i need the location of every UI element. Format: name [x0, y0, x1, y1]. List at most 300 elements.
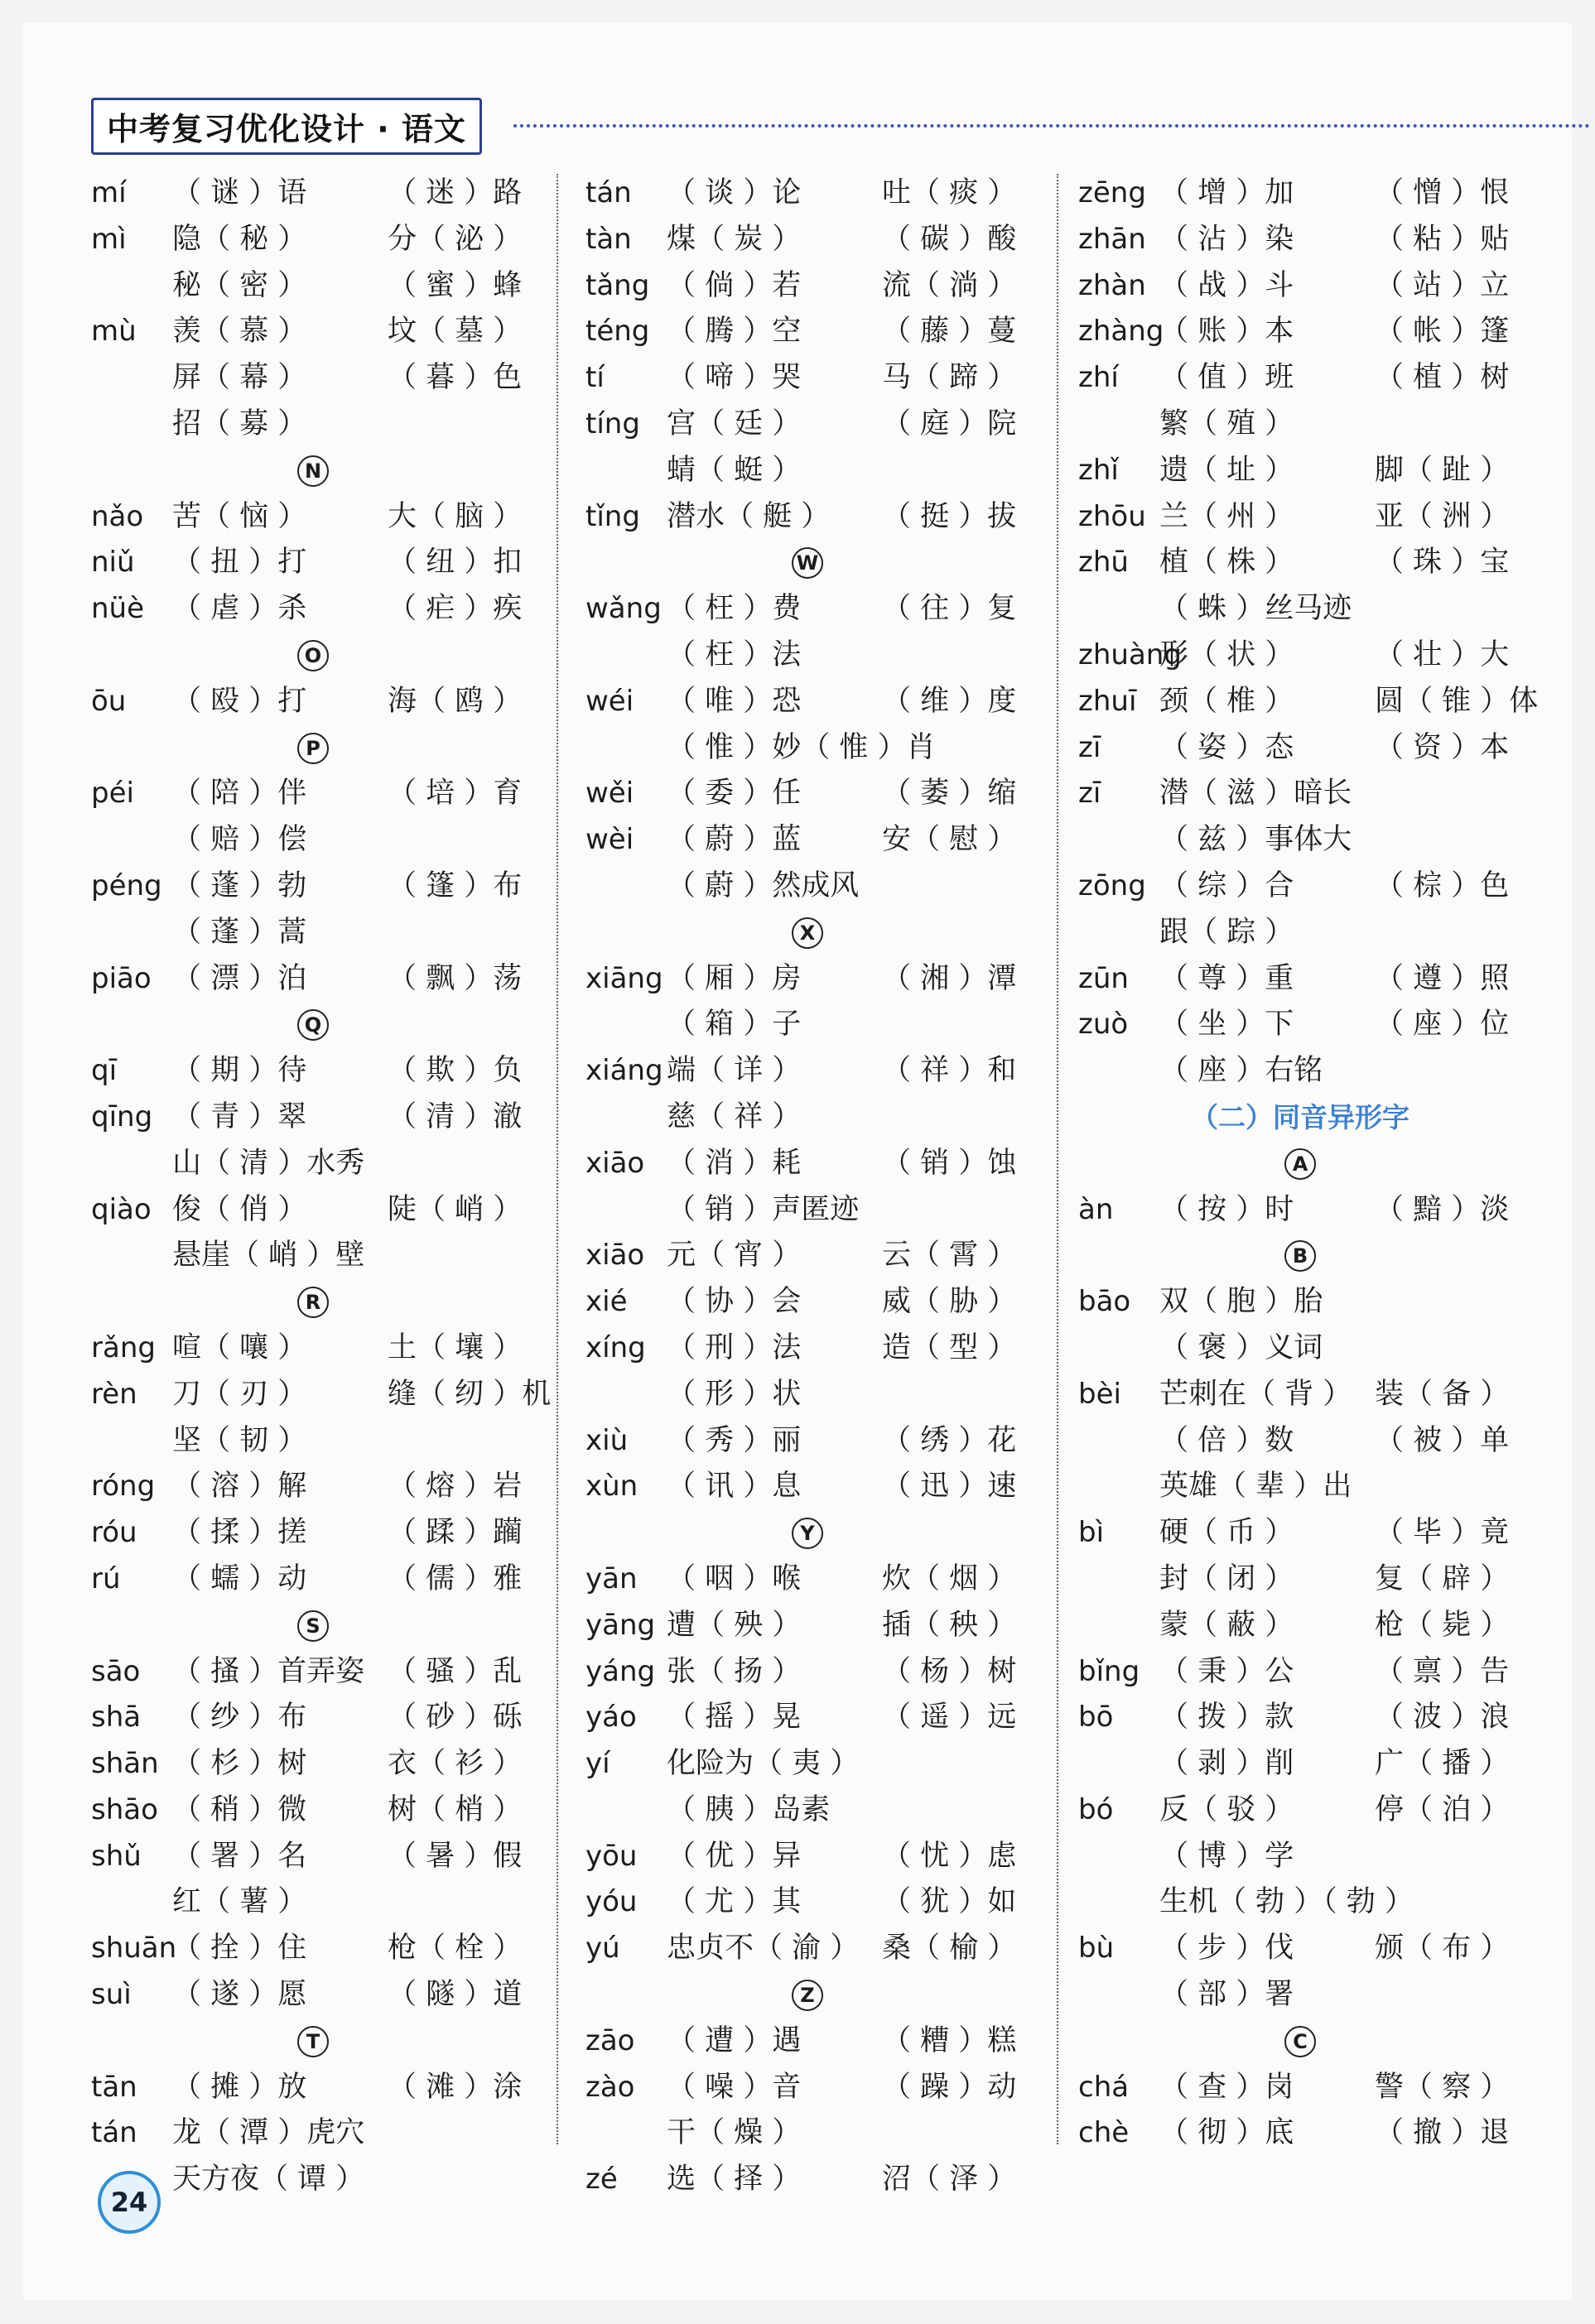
word-row	[584, 679, 1031, 725]
word-a: 颈（ 椎 ）	[1159, 684, 1294, 718]
word-row	[89, 402, 537, 448]
pinyin: xùn	[585, 1470, 638, 1504]
word-row	[584, 2065, 1031, 2111]
pinyin: zī	[1078, 730, 1101, 764]
word-b: 复（ 辟 ）	[1375, 1561, 1510, 1595]
word-b: （ 粘 ）贴	[1375, 222, 1510, 256]
word-row	[1077, 679, 1539, 725]
pinyin: nǎo	[91, 499, 144, 533]
word-b: （ 忧 ）虑	[882, 1839, 1017, 1873]
word-b: 大（ 脑 ）	[388, 499, 523, 533]
word-row	[1077, 309, 1524, 355]
word-row	[89, 679, 537, 725]
word-a: （ 摊 ）放	[172, 2070, 307, 2104]
pinyin: chè	[1078, 2116, 1130, 2150]
word-a: （ 谜 ）语	[172, 176, 307, 209]
word-row	[1077, 1926, 1524, 1972]
word-row	[584, 1418, 1031, 1465]
word-a: （ 兹 ）事体大	[1159, 823, 1352, 857]
pinyin: zūn	[1078, 961, 1129, 995]
word-a: （ 协 ）会	[667, 1285, 802, 1319]
word-a: （ 姿 ）态	[1159, 730, 1294, 764]
column-divider	[1057, 174, 1058, 2144]
word-row	[1077, 1326, 1524, 1372]
pinyin: wěi	[585, 777, 634, 811]
word-row	[584, 725, 1031, 772]
pinyin: rèn	[91, 1377, 137, 1411]
pinyin: róng	[91, 1470, 156, 1504]
word-a: 屏（ 幕 ）	[172, 361, 307, 395]
word-row	[584, 771, 1031, 817]
pinyin: qī	[91, 1054, 118, 1088]
section-letter-badge: Y	[792, 1518, 823, 1549]
word-row	[584, 494, 1031, 541]
pinyin: mì	[91, 222, 127, 256]
word-row	[1077, 1603, 1524, 1649]
word-row	[584, 1557, 1031, 1603]
word-a: （ 摇 ）晃	[667, 1701, 802, 1735]
word-a: （ 讯 ）息	[667, 1470, 802, 1504]
word-row	[1077, 171, 1524, 217]
section-letter-badge: R	[297, 1287, 329, 1318]
word-row	[584, 355, 1031, 402]
word-a: 山（ 清 ）水秀	[172, 1146, 365, 1180]
word-b: （ 熔 ）岩	[388, 1470, 523, 1504]
word-row	[89, 1741, 537, 1788]
word-a: （ 值 ）班	[1159, 361, 1294, 395]
word-b: （ 庭 ）院	[882, 407, 1017, 440]
pinyin: tǎng	[585, 268, 650, 302]
word-a: （ 搔 ）首弄姿	[172, 1654, 365, 1688]
word-a: 化险为（ 夷 ）	[667, 1747, 860, 1781]
word-row	[1077, 1649, 1524, 1696]
word-a: 红（ 薯 ）	[172, 1885, 307, 1919]
word-row	[89, 309, 537, 355]
word-b: （ 憎 ）恨	[1375, 176, 1510, 209]
word-b: （ 挺 ）拔	[882, 499, 1017, 533]
word-row	[89, 2065, 537, 2111]
word-b: （ 站 ）立	[1375, 268, 1510, 302]
word-row	[89, 586, 537, 633]
word-a: 俊（ 俏 ）	[172, 1192, 307, 1226]
word-a: （ 消 ）耗	[667, 1146, 802, 1180]
word-row	[584, 1741, 1031, 1788]
section-letter	[584, 1972, 1031, 2018]
pinyin: wèi	[585, 823, 634, 857]
word-row	[584, 2110, 1031, 2157]
pinyin: shuān	[91, 1932, 177, 1966]
word-a: （ 枉 ）费	[667, 592, 802, 626]
word-a: （ 形 ）状	[667, 1377, 802, 1411]
word-row	[584, 864, 1031, 910]
word-a: （ 销 ）声匿迹	[667, 1192, 860, 1226]
word-a: （ 拨 ）款	[1159, 1701, 1294, 1735]
pinyin: tàn	[585, 222, 632, 256]
word-a: 芒刺在（ 背 ）	[1159, 1377, 1352, 1411]
section-letter	[584, 540, 1031, 586]
column-1	[89, 171, 552, 2203]
word-row	[584, 1834, 1031, 1880]
pinyin: xiāng	[585, 961, 663, 995]
pinyin: zōng	[1078, 868, 1146, 902]
page-header	[91, 99, 482, 152]
word-b: （ 维 ）度	[882, 684, 1017, 718]
word-b: （ 篷 ）布	[388, 868, 523, 902]
pinyin: yú	[585, 1932, 620, 1966]
word-a: （ 博 ）学	[1159, 1839, 1294, 1873]
word-row	[584, 586, 1031, 633]
pinyin: róu	[91, 1516, 137, 1550]
word-b: （ 纽 ）扣	[388, 546, 523, 580]
word-b: 流（ 淌 ）	[882, 268, 1017, 302]
pinyin: shāo	[91, 1792, 158, 1826]
word-row	[584, 633, 1031, 679]
word-a: （ 噪 ）音	[667, 2070, 802, 2104]
word-a: （ 蔚 ）蓝	[667, 823, 802, 857]
word-a: （ 溶 ）解	[172, 1470, 307, 1504]
word-row	[89, 355, 537, 402]
word-b: 分（ 泌 ）	[388, 222, 523, 256]
word-row	[1077, 1788, 1524, 1834]
pinyin: rú	[91, 1561, 121, 1595]
word-row	[1077, 1510, 1524, 1557]
header-title: 中考复习优化设计 · 语文	[91, 98, 482, 155]
word-a: 反（ 驳 ）	[1159, 1792, 1294, 1826]
word-row	[1077, 402, 1524, 448]
word-row	[1077, 633, 1524, 679]
word-b: 马（ 蹄 ）	[882, 361, 1017, 395]
word-a: （ 蠕 ）动	[172, 1561, 307, 1595]
word-row	[584, 1187, 1031, 1234]
word-row	[89, 771, 537, 817]
word-a: （ 箱 ）子	[667, 1008, 802, 1042]
word-row	[89, 864, 537, 910]
word-b: 云（ 霄 ）	[882, 1239, 1017, 1273]
pinyin: tān	[91, 2070, 137, 2104]
word-b: 广（ 播 ）	[1375, 1747, 1510, 1781]
word-row	[584, 1095, 1031, 1141]
pinyin: yóu	[585, 1885, 638, 1919]
word-row	[584, 1926, 1031, 1972]
section-letter-badge: W	[792, 547, 823, 579]
pinyin: mí	[91, 176, 127, 209]
word-a: （ 咽 ）喉	[667, 1561, 802, 1595]
word-row	[89, 1141, 537, 1187]
word-b: 枪（ 毙 ）	[1375, 1608, 1510, 1642]
word-b: 警（ 察 ）	[1375, 2070, 1510, 2104]
word-row	[1077, 586, 1524, 633]
word-b: （ 欺 ）负	[388, 1054, 523, 1088]
word-a: 煤（ 炭 ）	[667, 222, 802, 256]
pinyin: niǔ	[91, 546, 135, 580]
word-b: （ 往 ）复	[882, 592, 1017, 626]
word-b: （ 糟 ）糕	[882, 2023, 1017, 2057]
word-row	[1077, 956, 1524, 1003]
word-b: 造（ 型 ）	[882, 1330, 1017, 1364]
word-a: （ 殴 ）打	[172, 684, 307, 718]
word-row	[584, 956, 1031, 1003]
word-a: 双（ 胞 ）胎	[1159, 1285, 1323, 1319]
word-b: （ 躁 ）动	[882, 2070, 1017, 2104]
word-b: （ 珠 ）宝	[1375, 546, 1510, 580]
pinyin: zāo	[585, 2023, 635, 2057]
word-b: （ 帐 ）篷	[1375, 315, 1510, 349]
word-row	[1077, 1372, 1524, 1418]
word-b: 吐（ 痰 ）	[882, 176, 1017, 209]
word-b: （ 砂 ）砾	[388, 1701, 523, 1735]
word-b: 坟（ 墓 ）	[388, 315, 523, 349]
word-row	[89, 1557, 537, 1603]
word-row	[1077, 817, 1524, 864]
section-letter	[584, 1510, 1031, 1557]
word-row	[584, 1464, 1031, 1510]
word-row	[584, 1649, 1031, 1696]
word-a: 元（ 宵 ）	[667, 1239, 802, 1273]
section-letter-badge: T	[297, 2026, 329, 2057]
word-a: （ 彻 ）底	[1159, 2116, 1294, 2150]
word-b: （ 藤 ）蔓	[882, 315, 1017, 349]
word-row	[89, 1095, 537, 1141]
word-a: （ 署 ）名	[172, 1839, 307, 1873]
word-row	[1077, 725, 1524, 772]
word-row	[1077, 540, 1524, 586]
word-a: 天方夜（ 谭 ）	[172, 2163, 365, 2196]
word-row	[89, 1233, 537, 1279]
word-a: 干（ 燥 ）	[667, 2116, 802, 2150]
word-a: （ 揉 ）搓	[172, 1516, 307, 1550]
pinyin: téng	[585, 315, 650, 349]
pinyin: yáo	[585, 1701, 637, 1735]
pinyin: zhàng	[1078, 315, 1164, 349]
word-b: （ 绣 ）花	[882, 1423, 1017, 1457]
word-a: （ 尤 ）其	[667, 1885, 802, 1919]
word-a: 苦（ 恼 ）	[172, 499, 307, 533]
word-b: 土（ 壤 ）	[388, 1330, 523, 1364]
pinyin: rǎng	[91, 1330, 156, 1364]
word-row	[89, 817, 537, 864]
pinyin: bǐng	[1078, 1654, 1140, 1688]
pinyin: zuò	[1078, 1008, 1129, 1042]
pinyin: shǔ	[91, 1839, 142, 1873]
word-row	[89, 1834, 537, 1880]
pinyin: àn	[1078, 1192, 1114, 1226]
word-a: 隐（ 秘 ）	[172, 222, 307, 256]
word-row	[584, 1372, 1031, 1418]
word-a: （ 部 ）署	[1159, 1978, 1294, 2012]
pinyin: tán	[91, 2116, 137, 2150]
word-a: （ 查 ）岗	[1159, 2070, 1294, 2104]
word-b: （ 培 ）育	[388, 777, 523, 811]
word-b: 沼（ 泽 ）	[882, 2163, 1017, 2196]
page-number: 24	[98, 2171, 161, 2234]
word-a: 英雄（ 辈 ）出	[1159, 1470, 1352, 1504]
word-row	[89, 2110, 537, 2157]
word-row	[89, 1418, 537, 1465]
word-a: （ 期 ）待	[172, 1054, 307, 1088]
word-b: 安（ 慰 ）	[882, 823, 1017, 857]
pinyin: piāo	[91, 961, 152, 995]
word-a: （ 厢 ）房	[667, 961, 802, 995]
word-row	[1077, 1048, 1524, 1095]
word-a: （ 稍 ）微	[172, 1792, 307, 1826]
word-a: （ 增 ）加	[1159, 176, 1294, 209]
word-row	[584, 1788, 1031, 1834]
word-b: （ 资 ）本	[1375, 730, 1510, 764]
word-row	[89, 171, 537, 217]
column-3	[1077, 171, 1539, 2157]
word-row	[1077, 1834, 1524, 1880]
word-row	[89, 1464, 537, 1510]
word-b: （ 壮 ）大	[1375, 638, 1510, 671]
word-b: 圆（ 锥 ）体	[1375, 684, 1539, 718]
word-row	[584, 1002, 1031, 1048]
word-a: （ 综 ）合	[1159, 868, 1294, 902]
word-a: （ 纱 ）布	[172, 1701, 307, 1735]
word-a: （ 蓬 ）勃	[172, 868, 307, 902]
word-b: （ 迷 ）路	[388, 176, 523, 209]
pinyin: qīng	[91, 1099, 153, 1133]
word-b: （ 犹 ）如	[882, 1885, 1017, 1919]
word-row	[1077, 217, 1524, 263]
pinyin: yáng	[585, 1654, 656, 1688]
pinyin: zào	[585, 2070, 635, 2104]
word-row	[584, 1233, 1031, 1279]
word-row	[584, 263, 1031, 310]
word-a: 坚（ 韧 ）	[172, 1423, 307, 1457]
pinyin: zī	[1078, 777, 1101, 811]
word-b: （ 隧 ）道	[388, 1978, 523, 2012]
word-a: 兰（ 州 ）	[1159, 499, 1294, 533]
pinyin: zhí	[1078, 361, 1119, 395]
word-row	[89, 1926, 537, 1972]
word-a: 繁（ 殖 ）	[1159, 407, 1294, 440]
word-a: （ 唯 ）恐	[667, 684, 802, 718]
section-letter-badge: B	[1284, 1240, 1316, 1272]
pinyin: suì	[91, 1978, 132, 2012]
pinyin: zhū	[1078, 546, 1129, 580]
word-a: （ 胰 ）岛素	[667, 1792, 831, 1826]
word-b: 颁（ 布 ）	[1375, 1932, 1510, 1966]
word-row	[1077, 448, 1524, 494]
word-b: （ 蹂 ）躏	[388, 1516, 523, 1550]
word-a: （ 青 ）翠	[172, 1099, 307, 1133]
word-b: （ 棕 ）色	[1375, 868, 1510, 902]
word-a: （ 谈 ）论	[667, 176, 802, 209]
word-a: （ 褒 ）义词	[1159, 1330, 1323, 1364]
word-a: 刀（ 刃 ）	[172, 1377, 307, 1411]
word-row	[1077, 1464, 1524, 1510]
pinyin: wǎng	[585, 592, 662, 626]
word-a: （ 刑 ）法	[667, 1330, 802, 1364]
pinyin: péi	[91, 777, 134, 811]
word-b: （ 波 ）浪	[1375, 1701, 1510, 1735]
word-row	[89, 1649, 537, 1696]
word-b: （ 销 ）蚀	[882, 1146, 1017, 1180]
word-a: （ 战 ）斗	[1159, 268, 1294, 302]
word-a: 张（ 扬 ）	[667, 1654, 802, 1688]
pinyin: zēng	[1078, 176, 1146, 209]
word-a: 封（ 闭 ）	[1159, 1561, 1294, 1595]
word-a: （ 枉 ）法	[667, 638, 802, 671]
word-row	[584, 171, 1031, 217]
word-b: 装（ 备 ）	[1375, 1377, 1510, 1411]
word-row	[1077, 1002, 1524, 1048]
word-row	[584, 1879, 1031, 1926]
word-a: 选（ 择 ）	[667, 2163, 802, 2196]
word-a: 慈（ 祥 ）	[667, 1099, 802, 1133]
pinyin: tíng	[585, 407, 640, 440]
word-a: （ 遂 ）愿	[172, 1978, 307, 2012]
pinyin: zhàn	[1078, 268, 1146, 302]
word-a: （ 账 ）本	[1159, 315, 1294, 349]
word-b: （ 毕 ）竟	[1375, 1516, 1510, 1550]
word-row	[1077, 771, 1524, 817]
word-a: 潜（ 滋 ）暗长	[1159, 777, 1352, 811]
word-a: 蜻（ 蜓 ）	[667, 453, 802, 487]
word-a: 宫（ 廷 ）	[667, 407, 802, 440]
word-a: 秘（ 密 ）	[172, 268, 307, 302]
word-a: （ 优 ）异	[667, 1839, 802, 1873]
section-letter-badge: X	[792, 917, 823, 949]
word-a: 喧（ 嚷 ）	[172, 1330, 307, 1364]
word-row	[1077, 494, 1524, 541]
pinyin: nüè	[91, 592, 145, 626]
word-a: （ 扭 ）打	[172, 546, 307, 580]
word-b: （ 骚 ）乱	[388, 1654, 523, 1688]
section-letter	[1077, 1233, 1524, 1279]
pinyin: bù	[1078, 1932, 1115, 1966]
section-letter	[1077, 2018, 1524, 2065]
pinyin: xiáng	[585, 1054, 663, 1088]
word-b: （ 禀 ）告	[1375, 1654, 1510, 1688]
word-row	[584, 1326, 1031, 1372]
pinyin: xiù	[585, 1423, 629, 1457]
word-b: 插（ 秧 ）	[882, 1608, 1017, 1642]
word-row	[1077, 1879, 1524, 1926]
word-row	[584, 1603, 1031, 1649]
pinyin: tán	[585, 176, 632, 209]
section-letter-badge: S	[297, 1610, 329, 1642]
word-a: （ 剥 ）削	[1159, 1747, 1294, 1781]
word-b: （ 疟 ）疾	[388, 592, 523, 626]
word-b: （ 黯 ）淡	[1375, 1192, 1510, 1226]
word-row	[89, 540, 537, 586]
word-a: 龙（ 潭 ）虎穴	[172, 2116, 365, 2150]
word-row	[1077, 1741, 1524, 1788]
section-letter	[584, 910, 1031, 956]
pinyin: shān	[91, 1747, 159, 1781]
word-b: 脚（ 趾 ）	[1375, 453, 1510, 487]
word-a: 蒙（ 蔽 ）	[1159, 1608, 1294, 1642]
word-row	[1077, 1695, 1524, 1741]
section-letter-badge: C	[1284, 2026, 1316, 2057]
pinyin: zhuī	[1078, 684, 1137, 718]
word-row	[1077, 1187, 1524, 1234]
word-row	[89, 1972, 537, 2018]
section-letter	[89, 1002, 537, 1048]
word-a: （ 尊 ）重	[1159, 961, 1294, 995]
pinyin: zhuàng	[1078, 638, 1182, 671]
word-row	[584, 2018, 1031, 2065]
pinyin: tǐng	[585, 499, 640, 533]
word-a: （ 秉 ）公	[1159, 1654, 1294, 1688]
word-a: （ 陪 ）伴	[172, 777, 307, 811]
word-row	[89, 1695, 537, 1741]
section-letter	[89, 1603, 537, 1649]
word-row	[89, 1788, 537, 1834]
word-b: 树（ 梢 ）	[388, 1792, 523, 1826]
word-row	[89, 1372, 552, 1418]
